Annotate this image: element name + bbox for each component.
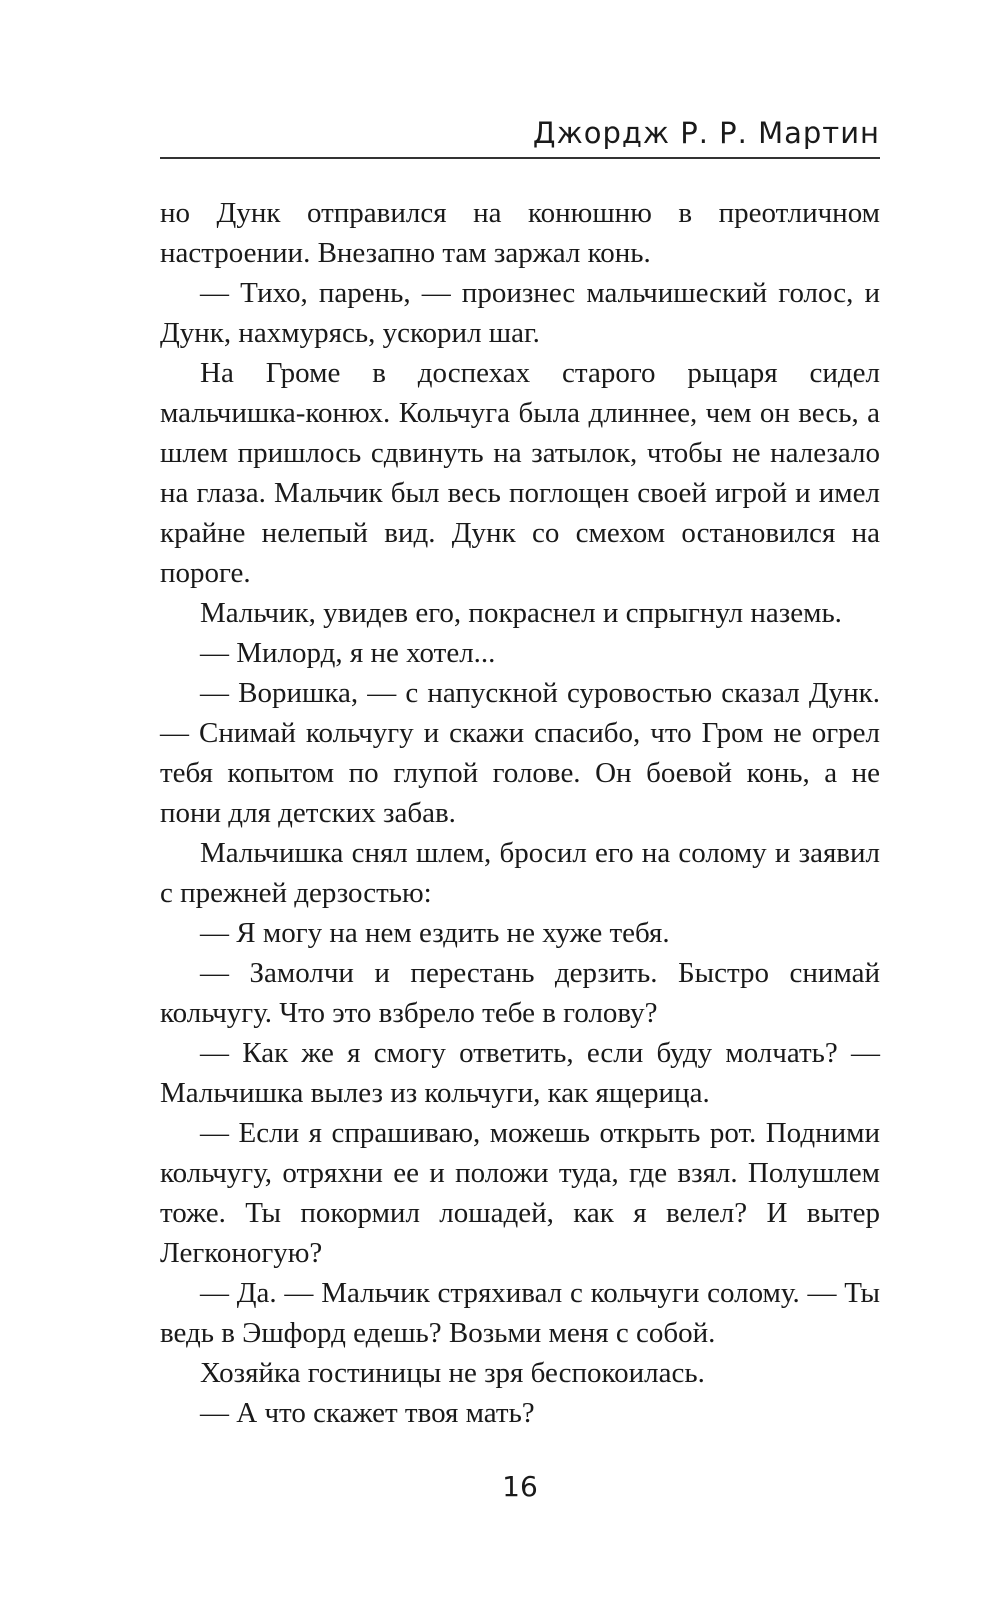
page-body — [160, 193, 880, 1433]
header-divider — [160, 157, 880, 159]
paragraph: но Дунк отправился на конюшню в преотличном настроении. Внезапно там заржал конь. — [160, 197, 880, 269]
running-header: Джордж Р. Р. Мартин — [532, 116, 880, 150]
paragraph: На Громе в доспехах старого рыцаря сидел мальчишка-конюх. Кольчуга была длиннее, чем он весь, а шлем пришлось сдвинуть на затылок, чтобы не налезало на глаза. Мальчик был весь поглощен своей игрой и имел крайне нелепый вид. Дунк со смехом остановился на пороге. — [160, 357, 880, 589]
paragraph: — Да. — Мальчик стряхивал с кольчуги солому. — Ты ведь в Эшфорд едешь? Возьми меня с собой. — [160, 1277, 880, 1349]
paragraph: — Я могу на нем ездить не хуже тебя. — [200, 917, 670, 949]
paragraph: — Милорд, я не хотел... — [200, 637, 496, 669]
page-number: 16 — [502, 1470, 538, 1503]
paragraph: — Замолчи и перестань дерзить. Быстро снимай кольчугу. Что это взбрело тебе в голову? — [160, 957, 880, 1029]
paragraph: Мальчишка снял шлем, бросил его на солому и заявил с прежней дерзостью: — [160, 837, 880, 909]
paragraph: Мальчик, увидев его, покраснел и спрыгнул наземь. — [200, 597, 842, 629]
paragraph: — Как же я смогу ответить, если буду молчать? — Мальчишка вылез из кольчуги, как ящерица. — [160, 1037, 880, 1109]
paragraph: Хозяйка гостиницы не зря беспокоилась. — [200, 1357, 705, 1389]
paragraph: — Если я спрашиваю, можешь открыть рот. Подними кольчугу, отряхни ее и положи туда, где взял. Полушлем тоже. Ты покормил лошадей, как я велел? И вытер Легконогую? — [160, 1117, 880, 1269]
paragraph: — Воришка, — с напускной суровостью сказал Дунк. — Снимай кольчугу и скажи спасибо, что Гром не огрел тебя копытом по глупой голове. Он боевой конь, а не пони для детских забав. — [160, 677, 880, 829]
paragraph: — А что скажет твоя мать? — [200, 1397, 535, 1429]
paragraph: — Тихо, парень, — произнес мальчишеский голос, и Дунк, нахмурясь, ускорил шаг. — [160, 277, 880, 349]
